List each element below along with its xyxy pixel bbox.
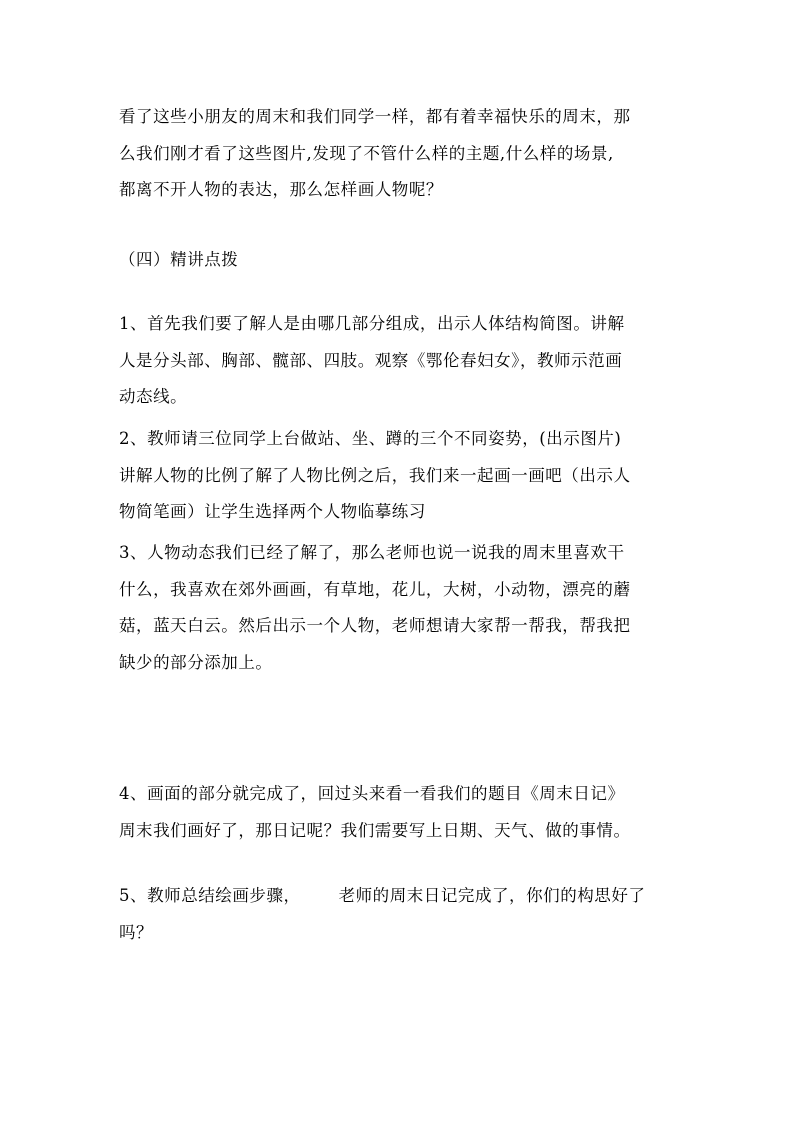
item-5-paragraph [119,878,681,951]
item-4-line-2: 周末我们画好了，那日记呢？我们需要写上日期、天气、做的事情。 [119,820,631,840]
item-4-paragraph [119,776,681,849]
item-1-paragraph [119,306,681,416]
item-3-line-3: 菇，蓝天白云。然后出示一个人物，老师想请大家帮一帮我，帮我把 [119,616,631,635]
intro-line-2: 么我们刚才看了这些图片,发现了不管什么样的主题,什么样的场景, [119,143,614,163]
item-1-line-3: 动态线。 [119,387,188,406]
item-3-line-2: 什么，我喜欢在郊外画画，有草地，花儿，大树，小动物，漂亮的蘑 [119,579,631,599]
item-2-line-3: 物简笔画）让学生选择两个人物临摹练习 [119,502,426,521]
item-5-line-2: 吗？ [119,922,154,942]
item-5-step-summary: 5、教师总结绘画步骤， [119,886,301,905]
item-3-paragraph [119,535,681,681]
item-1-line-2: 人是分头部、胸部、髋部、四肢。观察《鄂伦春妇女》，教师示范画 [119,350,623,370]
intro-line-1: 看了这些小朋友的周末和我们同学一样，都有着幸福快乐的周末，那 [119,107,631,126]
item-5-line-1 [119,878,681,915]
section-heading [119,242,681,279]
item-3-line-4: 缺少的部分添加上。 [119,652,273,672]
section-heading-text: （四）精讲点拨 [119,250,239,269]
item-2-line-2: 讲解人物的比例了解了人物比例之后，我们来一起画一画吧（出示人 [119,465,631,485]
item-2-paragraph [119,421,681,531]
intro-paragraph [119,99,681,209]
item-4-line-1: 4、画面的部分就完成了，回过头来看一看我们的题目《周末日记》 [119,784,625,803]
item-1-line-1: 1、首先我们要了解人是由哪几部分组成，出示人体结构简图。讲解 [119,314,625,333]
item-2-line-1: 2、教师请三位同学上台做站、坐、蹲的三个不同姿势，(出示图片) [119,429,622,448]
item-3-line-1: 3、人物动态我们已经了解了，那么老师也说一说我的周末里喜欢干 [119,543,625,562]
intro-line-3: 都离不开人物的表达，那么怎样画人物呢？ [119,180,443,199]
item-5-question: 老师的周末日记完成了，你们的构思好了 [338,886,646,905]
